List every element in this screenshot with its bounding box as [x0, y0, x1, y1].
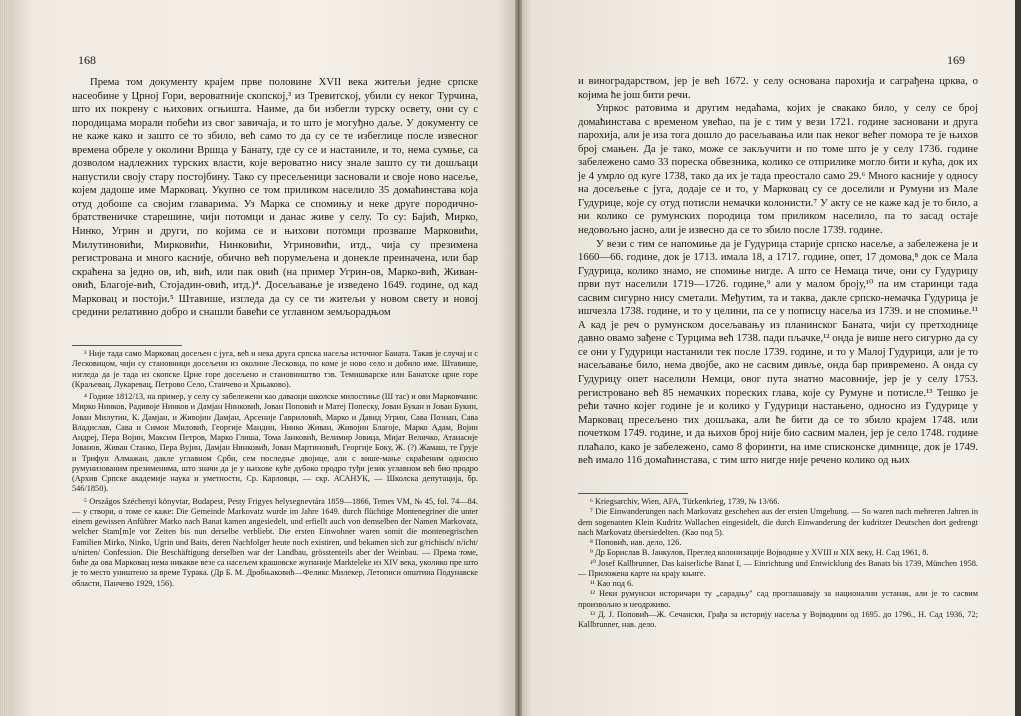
page-number: 169	[947, 53, 965, 67]
footnote: ⁸ Поповић, нав. дело, 126.	[590, 538, 682, 547]
main-text	[72, 76, 478, 320]
paragraph: У вези с тим се напомиње да је Гудурица старије српско насеље, а забележена је и 1660—66. године, док је 1713. имала 18, а 1717. године, опет, 17 домова,⁸ док се Мала Гудурица, колико знамо, не спомиње нигде. А што се Немаца тиче, они су Гудурицу први пут населили 1719—1726. године,⁹ али у малом броју,¹⁰ па им старинци тада сасвим сигурно нису сметали. Међутим, та и таква, дакле српско-немачка Гудурица је ишчезла 1738. године, и то у целини, па се у пописцу насеља из 1739. и не спомиње.¹¹ А кад је реч о румунском досељавању из планинског Баната, чији су претходнице давно овамо зађене с Турцима већ 1738. пади пљачке,¹² онда је више него сигурно да су се они у Гудурици настанили тек после 1739. године, и то у Малој Гудурици, али је то насељавање било, нема двојбе, ако не сасвим дивље, онда бар привремено. А онда су Гудурицу опет населили Немци, овог пута знатно масовније, јер је у селу 1753. регистровано већ 85 немачких пореских глава, које су Румуне и потисле.¹³ Тешко је рећи тачно којег године је и колико у Гудурици настањено, односно из Гудурице у Марковац пресељено тих дошљака, али ће бити да се то збило крајем 1748. или почетком 1749. године, и да њихов број није био сасвим мален, јер је село 1748. године плаћало, како је забележено, само 8 форинти, на име списконске димнице, док је 1749. већ имало 116 домаћинстава, с тим што нигде није речено колико од њих	[578, 237, 978, 467]
footnote: ⁴ Године 1812/13, на пример, у селу су забележени као даваоци школске милостиње (Ш тас) и ови Марковчани: Мирко Нинков, Радивоје Нинков и Дамјан Нинковић, Јован Поповић и Матеј Попеску, Јован Букан и Јован Букин, Јован Милутин, К. Дамјан, и Живојин Дамјан, Арсеније Гавриловић, Марко и Давид Угрин, Сава Познан, Сава Владислав, Сава и Симон Миловић, Георгије Мандин, Нинко Живан, Живојин Благоје, Марко Адам, Војин Андреј, Пера Војин, Максим Петров, Марко Глиша, Тома Јанковић, Велимир Јовица, Мијат Величко, Атанасије Јованов, Живан Станко, Пера Вујин, Дамјан Нинковић, Јован Мартиновић, Георгије Боку, Ж. (?) Жамаш, те Грује и Трифун Алмажан, дакле углавном Срби, сем последње двојице, али с више-мање скраћеним односно румунизованим презименима, што значи да је у њихове куће дубоко продро туђи језик углавном већ био продро (Архив Српске академије наука и уметности, Ср. Карловци, — скр. АСАНУК, — Школска депутација, бр. 546/1850).	[72, 392, 478, 494]
footnote: ⁹ Др Борислав В. Јанкулов, Преглед колонизације Војводине у XVIII и XIX веку, Н. Сад 1961, 8.	[590, 548, 929, 558]
footnote: ⁷ Die Einwanderungen nach Markovatz geschehen aus der ersten Umgebung. — So waren nach mehreren Jahren in dem sogenanten Klein Kudritz Wallachen eingesidelt, die durch Einwanderung der kudritzer Deutschen dort gedrengt nach Markovatz übersiedelten. (Као под 5).	[578, 507, 978, 537]
footnotes	[578, 497, 978, 630]
footnote: ¹¹ Као под 6.	[590, 579, 634, 588]
footnote: ¹² Неки румунски историчари ту „сарадњу" сад проглашавају за национални устанак, али је то сасвим произвољно и неодрживо.	[578, 589, 978, 609]
paragraph: и виноградарством, јер је већ 1672. у селу основана парохија и саграђена црква, о којима ће још бити речи.	[578, 75, 978, 101]
footnote-rule	[72, 345, 182, 346]
left-page	[14, 0, 517, 716]
page-edges	[0, 0, 14, 716]
footnote: ¹⁰ Josef Kallbrunner, Das kaiserliche Banat I, — Einrichtung und Entwicklung des Banats bis 1739, München 1958. — Приложена карте на крају књиге.	[578, 558, 978, 578]
footnote-rule	[578, 493, 688, 494]
main-text	[578, 75, 978, 468]
footnote: ¹³ Д. Ј. Поповић—Ж. Сечански, Грађа за историју насеља у Војводини од 1695. до 1796., Н. Сад 1936, 72; Kallbrunner, нав. дело.	[578, 609, 978, 629]
footnote: ⁵ Országos Széchenyi könyvtar, Budapest, Pesty Frigyes helysegnevtára 1859—1866, Temes VM, № 45, fol. 74—84. — у створи, о томе се каже: Die Gemeinde Markovatz wurde im Jahre 1649. durch flüchtige Montenegriner die unter einem gewissen Anführer Marko nach Banat kamen angesiedelt, und erfiellt auch von demselben der Namen Markovatz, welcher Stam[m]e vor Zeiten bis nun derselbe verbliebt. Die ersten Einwohner waren somit die montenegrischen Familien Mirko, Ninko, Ugrin und Baits, deren Nachfolger heute noch existiren, und bekamen sich zur g/richisch/ n/icht/ u/nirten/ Confession. Die Beschäftigung derselben war der Landbau, grösstenteils aber der Weinbau. — Према томе, биће да ова Марковац нема никакве везе са насељем крашовске жупаније Markteleke из XIV века, уколико пре што је то место уништено за време Турака. (Др Б. М. Дробњаковић—Феликс Милекер, Летописи општина Подунавске области, Панчево 1929, 156).	[72, 496, 478, 588]
paragraph: Упркос ратовима и другим недаћама, којих је свакако било, у селу се број домаћинстава с временом увећао, па је с тим у вези 1721. године засновани и друга парохија, али је иза тога дошло до расељавања или пак неког већег помора те је њихов број смањен. Да је тако, може се закључити и по томе што је у селу 1736. године забележено само 33 пореска обвезника, колико се отприлике могло бити и кућа, док их је 4 умрло од куге 1738, тако да их је тада преостало само 29.⁶ Много касније у односу на досељење с југа, додаје се и то, у Марковац су се доселили и Румуни из Мале Гудурице, које су отуд потисли немачки колонисти.⁷ У акту се не каже кад је то било, а ни колико се румунских породица том приликом населило, па то засад остаје недовољно јасно, али је извесно да се то збило после 1739. године.	[578, 102, 978, 237]
footnote: ⁶ Kriegsarchiv, Wien, AFA, Türkenkrieg, 1739, № 13/66.	[590, 497, 780, 506]
page-number: 168	[78, 53, 96, 67]
footnote: ³ Није тада само Марковац досељен с југа, већ и нека друга српска насеља источног Баната. Такав је случај и с Лесковицом, чији су становници досељени из околине Лесковца, по коме је ново село и добило име. Штавише, изгледа да је тада из скопске Црне горе досељено и становништво тзв. Темишварске или Банатске црне горе (Краљевац, Лукаревац, Петрово Село, Станчево и Хрњаково).	[72, 349, 478, 389]
paragraph: Према том документу крајем прве половине XVII века житељи једне српске насеобине у Црној Гори, вероватније скопској,³ из Тревитскoј, убили су неког Турчина, што их покрену с њихових огњишта. Наиме, да би избегли турску освету, они су с породицама морали побећи из свог завичаја, и то што је могуђно даље. У документу се не каже како и зашто се то збило, већ само то да су се те избеглице после извесног времена обреле у околини Вршца у Банату, где су се и настаниле, и то, нема сумње, са дозволом надлежних турских власти, које вероватно нису знале зашто су ти дошљаци напустили своју стару постојбину. Тако су пресељеници засновали и своје ново насеље, којем дадоше име Марковац. Укупно се том приликом населило 35 домаћинстава која отуд добоше са својим главарима. Уз Марка се спомињу и неке друге породично-братственичке старешине, чији потомци и данас живе у селу. То су: Бајић, Мирко, Нинко, Угрин и други, по којима се и њихови потомци прозваше Марковићи, Милутиновићи, Мирковићи, Нинковићи, Угриновићи, итд., чија су презимена регистрована и много касније, обично већ порумељена и донекле преиначена, или бар скраћена за једно ов, ић, вић, или пак овић (на пример Угрин-ов, Марко-вић, Живан-овић, Благоје-вић, Стојадин-овић, итд.)⁴. Досељавање је изведено 1649. године, од кад Марковац и постоји.⁵ Штавише, изгледа да су се ти житељи у новом свету и новој средини релативно добро и снашли бавећи се углавном земљорадњом	[72, 76, 478, 319]
right-page	[522, 0, 1015, 716]
footnotes	[72, 349, 478, 589]
background-edge	[1015, 0, 1021, 716]
